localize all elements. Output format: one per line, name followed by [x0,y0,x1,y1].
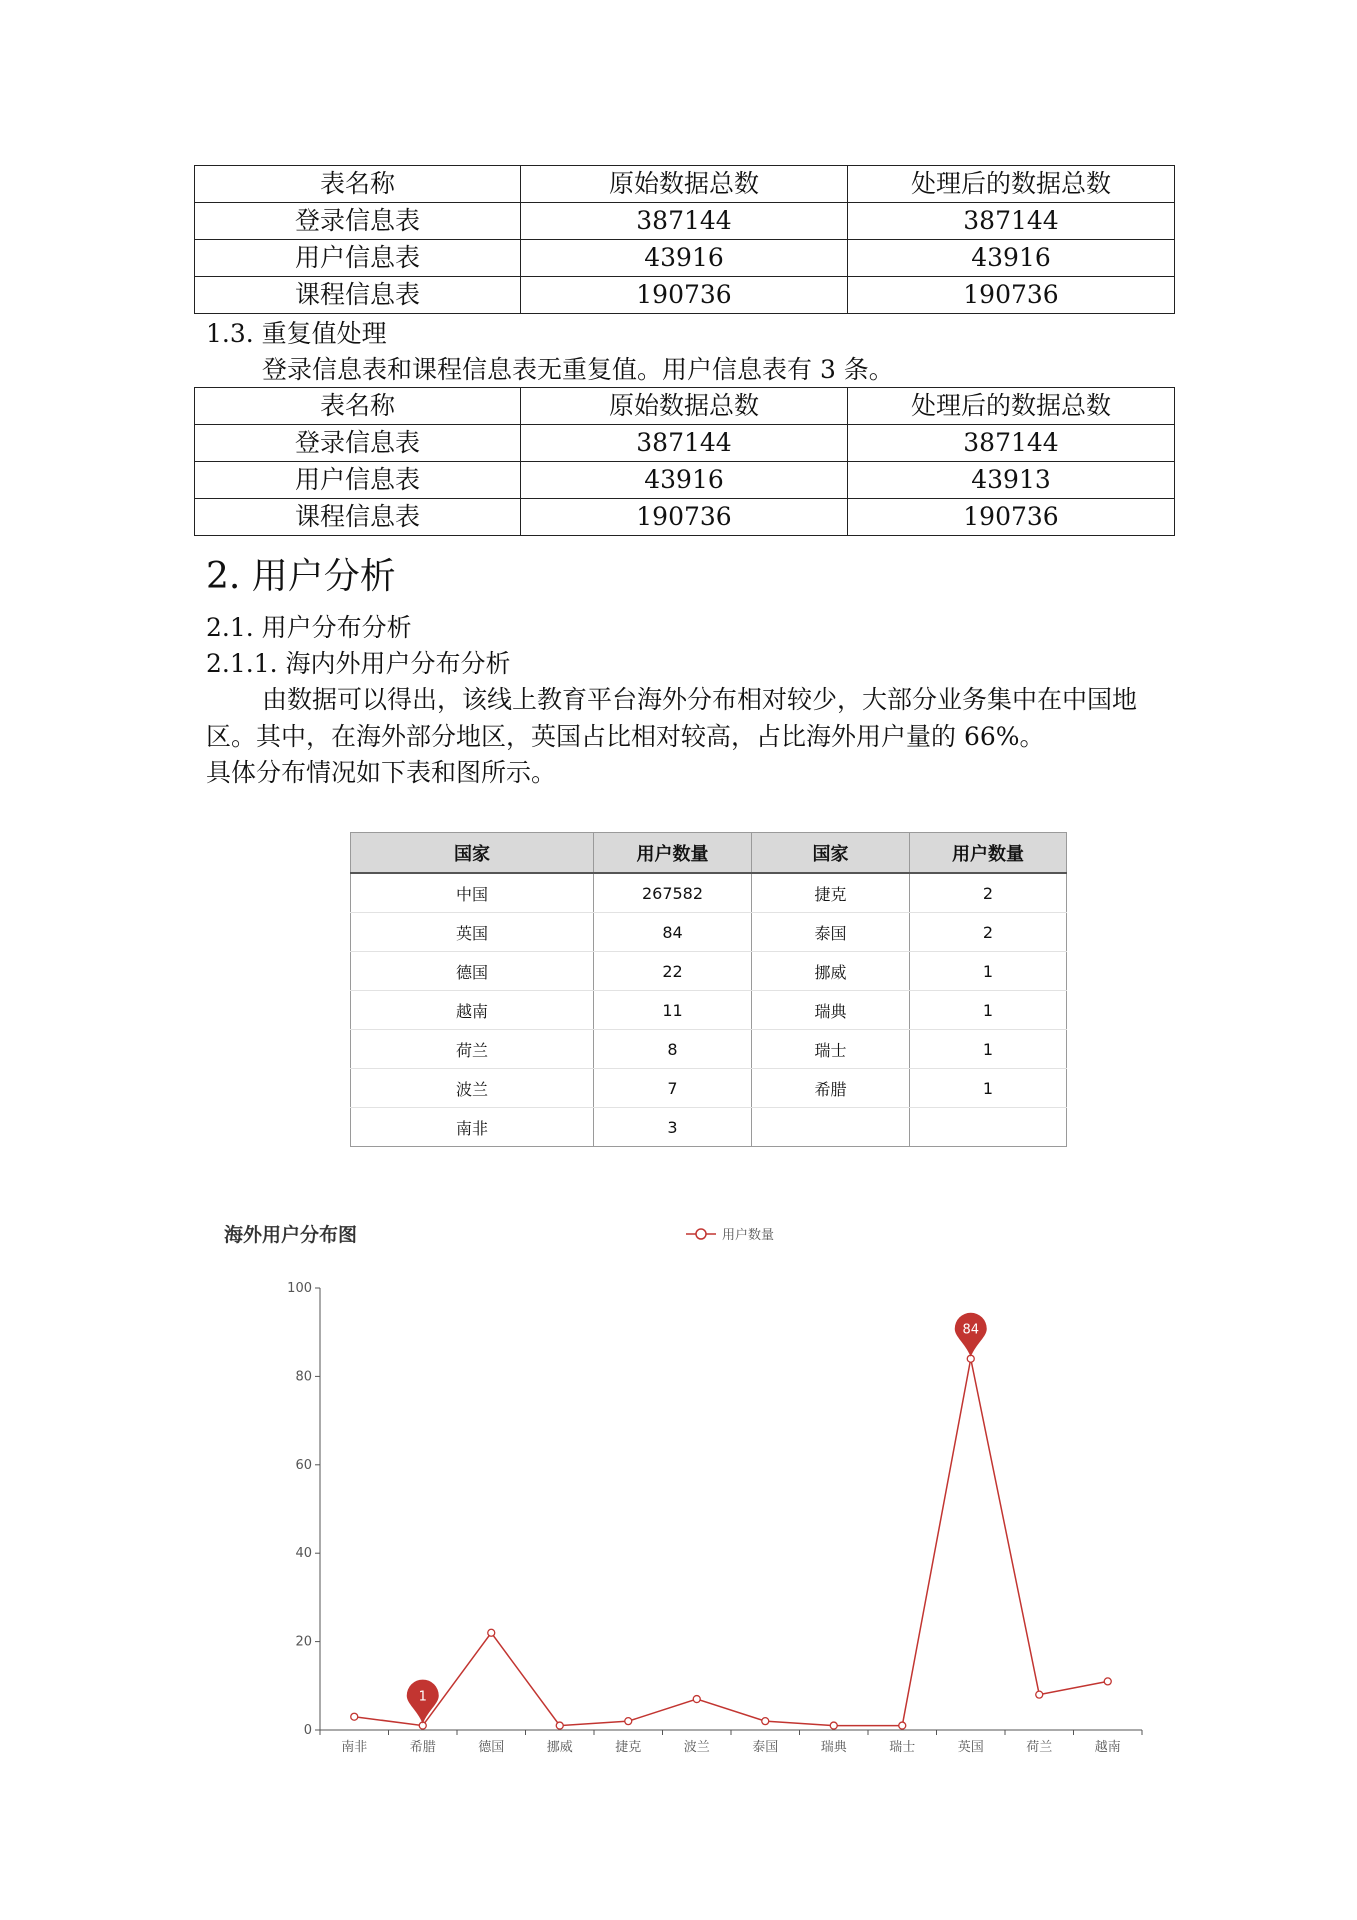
table-cell: 7 [594,1069,752,1108]
table-header-cell: 用户数量 [910,833,1067,874]
table-header-row [195,166,1175,203]
table-cell: 387144 [848,203,1175,240]
table-cell: 1 [910,952,1067,991]
table-cell: 190736 [521,277,848,314]
table-cell: 2 [910,913,1067,952]
marker-label: 84 [962,1322,980,1338]
table-cell: 43916 [848,240,1175,277]
table-cell: 387144 [521,203,848,240]
chart-title: 海外用户分布图 [224,1224,358,1246]
x-tick-label: 越南 [1094,1740,1121,1755]
legend-label: 用户数量 [722,1228,775,1243]
table-header-cell: 表名称 [195,388,521,425]
data-point [488,1629,495,1636]
table-row [195,425,1175,462]
table-header-row [351,833,1067,874]
table-cell: 用户信息表 [195,240,521,277]
section-heading-1-3: 1.3. 重复值处理 [206,319,387,348]
table-cell: 43916 [521,462,848,499]
y-tick-label: 80 [295,1369,312,1385]
data-point [762,1718,769,1725]
data-count-table-1 [194,165,1175,314]
table-header-cell: 原始数据总数 [521,166,848,203]
table-cell: 1 [910,991,1067,1030]
table-header-cell: 国家 [752,833,910,874]
table-row [351,1030,1067,1069]
y-tick-label: 100 [287,1281,312,1296]
data-point [556,1722,563,1729]
table-cell: 84 [594,913,752,952]
table-row [195,203,1175,240]
x-tick-label: 挪威 [546,1740,573,1755]
table-cell [752,1108,910,1147]
table-cell: 190736 [521,499,848,536]
x-tick-label: 荷兰 [1026,1740,1053,1755]
data-point [625,1718,632,1725]
table-cell: 11 [594,991,752,1030]
table-cell: 挪威 [752,952,910,991]
table-cell: 43916 [521,240,848,277]
table-cell: 瑞典 [752,991,910,1030]
country-user-table [350,832,1067,1147]
marker-label: 1 [418,1689,427,1705]
table-row [351,913,1067,952]
data-point [1036,1691,1043,1698]
data-point [830,1722,837,1729]
table-header-cell: 处理后的数据总数 [848,166,1175,203]
table-header-cell: 用户数量 [594,833,752,874]
table-cell: 课程信息表 [195,499,521,536]
data-point [1104,1678,1111,1685]
y-tick-label: 20 [295,1634,312,1650]
table-row [351,873,1067,913]
table-header-cell: 国家 [351,833,594,874]
table-cell [910,1108,1067,1147]
table-cell: 267582 [594,873,752,913]
table-cell: 瑞士 [752,1030,910,1069]
data-count-table-2 [194,387,1175,536]
table-cell: 8 [594,1030,752,1069]
table-row [351,952,1067,991]
table-cell: 登录信息表 [195,203,521,240]
data-point [693,1696,700,1703]
table-cell: 22 [594,952,752,991]
x-tick-label: 希腊 [409,1740,436,1755]
overseas-user-chart [210,1210,1150,1770]
table-cell: 190736 [848,277,1175,314]
table-cell: 波兰 [351,1069,594,1108]
table-cell: 希腊 [752,1069,910,1108]
x-tick-label: 瑞士 [889,1740,916,1755]
table-cell: 1 [910,1069,1067,1108]
table-cell: 泰国 [752,913,910,952]
data-point [351,1713,358,1720]
y-tick-label: 40 [295,1546,312,1562]
table-cell: 英国 [351,913,594,952]
table-cell: 荷兰 [351,1030,594,1069]
table-row [351,1108,1067,1147]
table-row [195,277,1175,314]
table-cell: 用户信息表 [195,462,521,499]
table-header-cell: 原始数据总数 [521,388,848,425]
table-cell: 1 [910,1030,1067,1069]
y-tick-label: 60 [295,1457,312,1473]
data-point [899,1722,906,1729]
x-tick-label: 泰国 [752,1740,779,1755]
section-heading-2-1: 2.1. 用户分布分析 [206,613,412,642]
section-heading-2: 2. 用户分析 [206,556,396,597]
table-cell: 德国 [351,952,594,991]
section-heading-2-1-1: 2.1.1. 海内外用户分布分析 [206,649,511,678]
table-cell: 387144 [521,425,848,462]
x-tick-label: 瑞典 [820,1740,847,1755]
y-tick-label: 0 [303,1723,312,1738]
table-cell: 南非 [351,1108,594,1147]
table-row [195,240,1175,277]
table-row [195,462,1175,499]
table-cell: 3 [594,1108,752,1147]
table-cell: 课程信息表 [195,277,521,314]
table-header-row [195,388,1175,425]
table-cell: 登录信息表 [195,425,521,462]
table-row [351,1069,1067,1108]
table-header-cell: 表名称 [195,166,521,203]
x-tick-label: 捷克 [615,1740,642,1755]
table-row [351,991,1067,1030]
table-cell: 2 [910,873,1067,913]
x-tick-label: 波兰 [683,1740,710,1755]
section-1-3-text: 登录信息表和课程信息表无重复值。用户信息表有 3 条。 [262,355,894,384]
table-cell: 捷克 [752,873,910,913]
x-tick-label: 英国 [957,1740,984,1755]
x-tick-label: 南非 [341,1740,368,1755]
table-cell: 越南 [351,991,594,1030]
table-header-cell: 处理后的数据总数 [848,388,1175,425]
table-cell: 387144 [848,425,1175,462]
chart-plot [210,1210,1150,1770]
table-cell: 中国 [351,873,594,913]
series-line [354,1359,1108,1726]
table-cell: 190736 [848,499,1175,536]
x-tick-label: 德国 [478,1740,505,1755]
table-cell: 43913 [848,462,1175,499]
analysis-paragraph-2: 具体分布情况如下表和图所示。 [206,758,557,787]
analysis-paragraph: 由数据可以得出，该线上教育平台海外分布相对较少，大部分业务集中在中国地区。其中，在海外部分地区，英国占比相对较高，占比海外用户量的 66%。 [206,685,1138,751]
table-row [195,499,1175,536]
